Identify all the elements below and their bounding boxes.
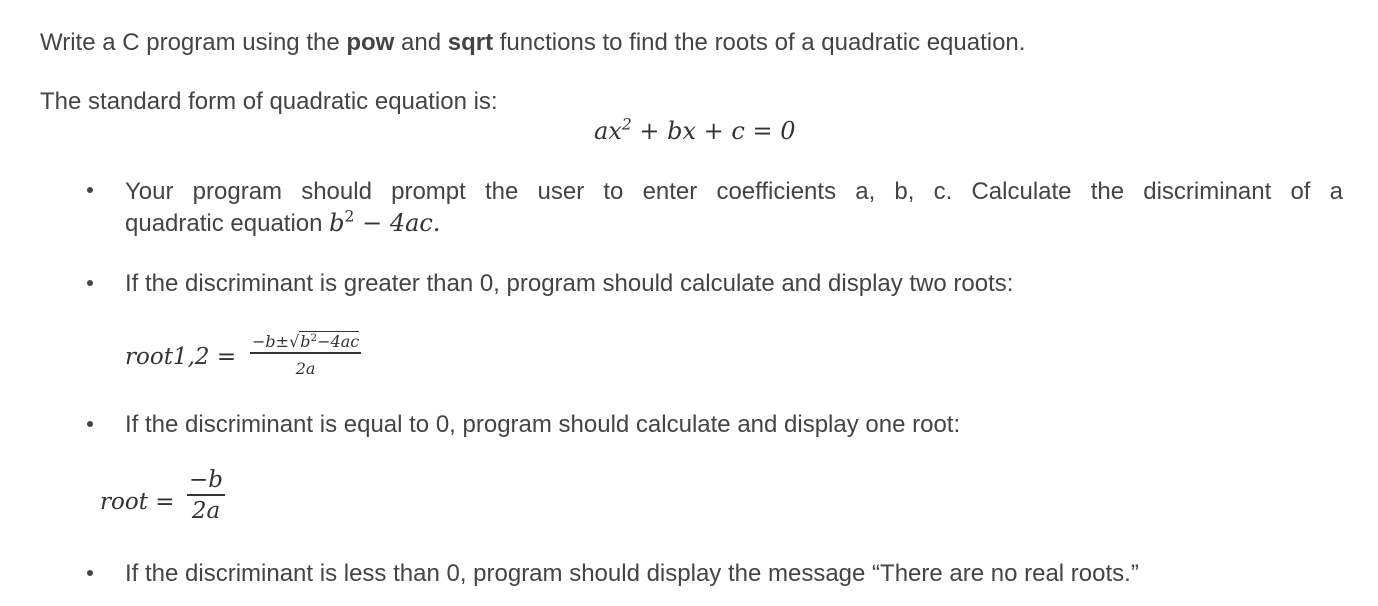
discriminant-b: b	[329, 209, 345, 237]
intro-paragraph	[40, 28, 1025, 58]
intro-bold-sqrt: sqrt	[447, 29, 494, 56]
standard-form-equation	[594, 116, 795, 146]
discriminant-rest: − 4ac.	[354, 209, 441, 237]
radicand-exponent: 2	[310, 331, 318, 344]
one-root-fraction	[187, 466, 225, 526]
radicand-b: b	[300, 332, 311, 351]
bullet-4-text: If the discriminant is less than 0, program should display the message “There are no real roots.”	[125, 560, 1139, 587]
sqrt-icon: √	[289, 332, 300, 351]
bullet-1-line-2	[125, 208, 440, 239]
standard-form-label: The standard form of quadratic equation is:	[40, 88, 498, 115]
intro-suffix: functions to find the roots of a quadratic equation.	[493, 29, 1026, 56]
two-roots-lhs: root1,2 =	[125, 344, 237, 370]
bullet-dot-3	[87, 421, 93, 427]
equation-exponent: 2	[621, 115, 632, 134]
bullet-dot-1	[87, 187, 93, 193]
equation-rest: + bx + c = 0	[631, 117, 796, 145]
bullet-1-prefix: quadratic equation	[125, 210, 330, 237]
intro-mid: and	[394, 29, 448, 56]
numerator-prefix: −b±	[252, 332, 290, 351]
radicand-rest: −4ac	[317, 332, 360, 351]
one-root-lhs: root =	[100, 489, 175, 515]
bullet-3-text: If the discriminant is equal to 0, program should calculate and display one root:	[125, 411, 961, 438]
discriminant-exponent: 2	[344, 207, 355, 226]
two-roots-fraction	[250, 332, 361, 381]
two-roots-numerator	[250, 332, 361, 352]
bullet-dot-4	[87, 570, 93, 576]
intro-bold-pow: pow	[346, 29, 395, 56]
one-root-numerator: −b	[189, 467, 223, 493]
radicand	[299, 331, 359, 351]
bullet-dot-2	[87, 280, 93, 286]
bullet-1-line-1: Your program should prompt the user to enter coefficients a, b, c. Calculate the discriminant of a	[125, 178, 1343, 205]
bullet-2-text: If the discriminant is greater than 0, program should calculate and display two roots:	[125, 270, 1014, 297]
equation-ax: ax	[594, 117, 622, 145]
one-root-denominator: 2a	[191, 497, 221, 524]
intro-prefix: Write a C program using the	[40, 29, 347, 56]
two-roots-denominator: 2a	[295, 358, 316, 378]
